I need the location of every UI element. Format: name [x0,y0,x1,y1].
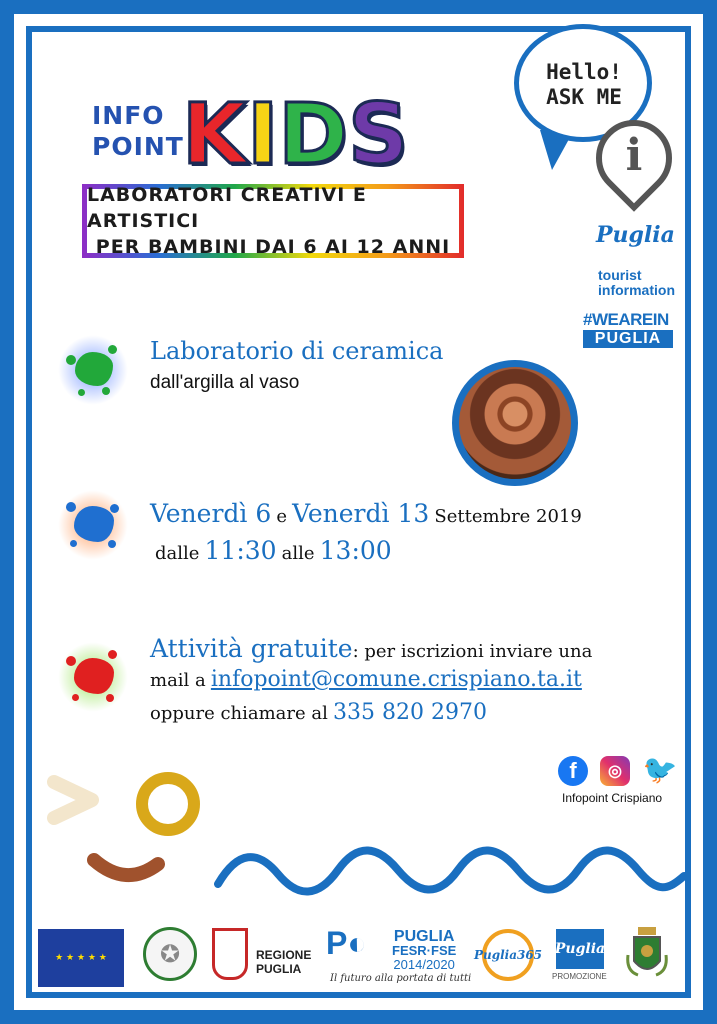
start-time: 11:30 [204,536,277,565]
regione-line-1: REGIONE [256,948,312,962]
fesr-line-3: 2014/2020 [393,957,455,972]
social-label: Infopoint Crispiano [562,791,663,805]
regione-puglia-shield [212,928,248,980]
wave-decoration [214,840,686,900]
info-word: INFO [92,101,165,130]
activity-line-2 [150,667,582,692]
subtitle-box [82,184,464,258]
tourist-information [598,268,675,298]
blue-splat-icon [58,490,128,560]
hashtag-line-2: PUGLIA [583,330,673,348]
fesr-p-mark: P◐ [326,925,367,961]
month-year: Settembre 2019 [434,506,582,527]
info-point-logo [92,103,184,159]
fesr-text [392,930,456,972]
day-1: Venerdì 6 [150,499,272,528]
fesr-line-2: FESR·FSE [392,943,457,958]
twitter-icon[interactable]: 🐦 [642,753,678,785]
activity-text-2: mail a [150,670,206,691]
time-line [155,536,392,565]
instagram-icon[interactable]: ◎ [600,756,630,786]
puglia365-logo: Puglia365 [482,929,534,981]
italian-republic-emblem: ✪ [143,927,197,981]
lab-title: Laboratorio di ceramica [150,337,444,365]
activity-text-1: : per iscrizioni inviare una [352,641,593,662]
date-connector: e [276,506,288,527]
day-2: Venerdì 13 [292,499,430,528]
kids-letter-d: D [278,85,349,183]
subtitle-line-2: PER BAMBINI DAI 6 AI 12 ANNI [95,236,451,258]
from-label: dalle [155,543,200,564]
smiley-decoration [40,760,220,900]
facebook-icon[interactable]: f [558,756,588,786]
fesr-line-1: PUGLIA [393,928,455,945]
fesr-logo [326,927,367,959]
bubble-line-1: Hello! [546,60,622,84]
bubble-line-2: ASK ME [546,85,622,109]
tourist-line-2: information [598,282,675,298]
regione-line-2: PUGLIA [256,962,302,976]
activity-title: Attività gratuite [150,634,353,663]
activity-text-3: oppure chiamare al [150,703,328,724]
crispiano-crest-icon [624,925,670,983]
weareinpuglia-logo [583,310,673,350]
eu-flag-icon: ★ ★ ★ ★ ★ [38,929,124,987]
subtitle-line-1: LABORATORI CREATIVI E ARTISTICI [87,184,367,232]
to-label: alle [281,543,315,564]
puglia-promozione-logo: Puglia [556,929,604,969]
activity-line-3 [150,700,487,725]
kids-letter-s: S [348,85,409,183]
promozione-label: PROMOZIONE [552,972,607,981]
tourist-line-1: tourist [598,267,642,283]
lab-subtitle: dall'argilla al vaso [150,372,300,393]
bubble-text [528,60,640,110]
kids-letter-i: I [247,85,279,183]
activity-line-1 [150,634,592,663]
red-splat-icon [58,642,128,712]
phone-number[interactable]: 335 820 2970 [332,700,487,725]
kids-letter-k: K [182,85,248,183]
info-i-icon: i [625,130,643,181]
fesr-tagline: Il futuro alla portata di tutti [330,973,472,984]
regione-puglia-label [256,948,311,976]
hashtag-line-1: #WEAREIN [583,310,669,329]
email-link[interactable]: infopoint@comune.crispiano.ta.it [210,667,582,692]
puglia-logo: Puglia [596,222,675,248]
date-line [150,499,582,528]
pottery-photo [452,360,578,486]
kids-logo [182,85,409,183]
green-splat-icon [58,335,128,405]
point-word: POINT [92,132,184,161]
end-time: 13:00 [319,536,392,565]
